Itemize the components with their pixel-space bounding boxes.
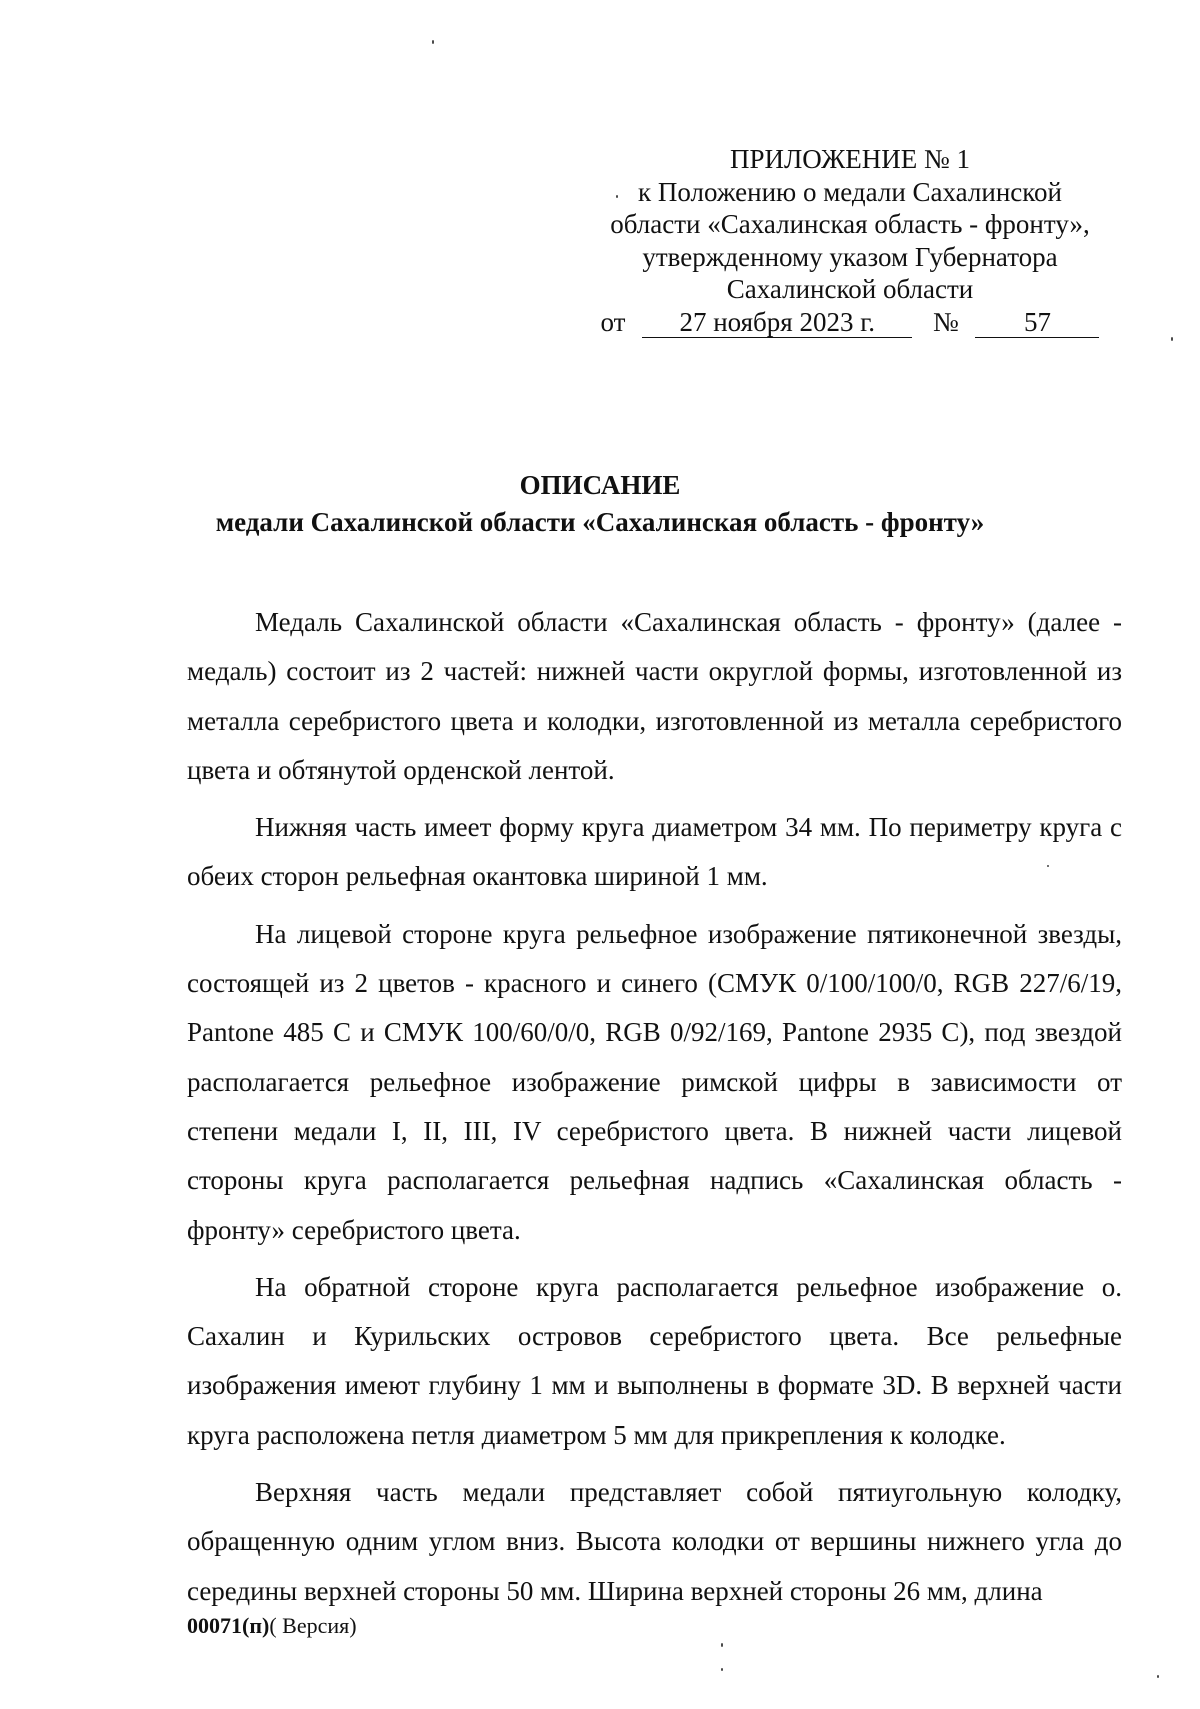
scan-speck (616, 195, 618, 198)
scan-speck (1157, 1675, 1159, 1678)
scan-speck (1171, 337, 1173, 341)
paragraph-front-side: На лицевой стороне круга рельефное изображение пятиконечной звезды, состоящей из 2 цветов - красного и синего (СМУК 0/100/100/0, RGB 227/6/19, Pantone 485 С и СМУК 100/60/0/0, RGB 0/92/169, Pantone 2935 С), под звездой располагается рельефное изображение римской цифры в зависимости от степени медали I, II, III, IV серебристого цвета. В нижней части лицевой стороны круга располагается рельефная надпись «Сахалинская область - фронту» серебристого цвета. (187, 918, 1122, 1245)
decree-number: 57 (975, 307, 1099, 338)
paragraph-upper-part: Верхняя часть медали представляет собой пятиугольную колодку, обращенную одним углом вниз. Высота колодки от вершины нижнего угла до середины верхней стороны 50 мм. Ширина верхней стороны 26 мм, длина (187, 1477, 1122, 1606)
number-label: № (932, 306, 959, 337)
scan-speck (432, 40, 434, 44)
appendix-line-decree: утвержденному указом Губернатора (642, 241, 1058, 272)
document-title: ОПИСАНИЕ (519, 470, 681, 500)
document-subtitle: медали Сахалинской области «Сахалинская область - фронту» (215, 507, 985, 537)
appendix-title: ПРИЛОЖЕНИЕ № 1 (729, 144, 971, 174)
document-footer-code (187, 1613, 357, 1639)
scan-speck (721, 1668, 723, 1671)
document-body (187, 598, 1122, 1624)
scan-speck (1047, 865, 1049, 867)
decree-date-line (590, 306, 1110, 339)
document-code: 00071(п) (187, 1613, 270, 1638)
paragraph-medal-composition: Медаль Сахалинской области «Сахалинская область - фронту» (далее - медаль) состоит из 2 частей: нижней части округлой формы, изготовленной из металла серебристого цвета и колодки, изготовленной из металла серебристого цвета и обтянутой орденской лентой. (187, 607, 1122, 785)
appendix-line-region: Сахалинской области (726, 274, 974, 304)
appendix-line-medal: области «Сахалинская область - фронту», (610, 209, 1090, 239)
document-version: ( Версия) (269, 1613, 357, 1638)
paragraph-back-side: На обратной стороне круга располагается рельефное изображение о. Сахалин и Курильских островов серебристого цвета. Все рельефные изображения имеют глубину 1 мм и выполнены в формате 3D. В верхней части круга расположена петля диаметром 5 мм для прикрепления к колодке. (187, 1271, 1122, 1450)
decree-date: 27 ноября 2023 г. (642, 307, 912, 338)
appendix-header (590, 143, 1110, 338)
scan-speck (721, 1643, 723, 1647)
paragraph-lower-part: Нижняя часть имеет форму круга диаметром 34 мм. По периметру круга с обеих сторон рельефная окантовка шириной 1 мм. (187, 812, 1122, 892)
appendix-line-regulation: к Положению о медали Сахалинской (638, 176, 1062, 207)
from-label: от (600, 306, 626, 337)
